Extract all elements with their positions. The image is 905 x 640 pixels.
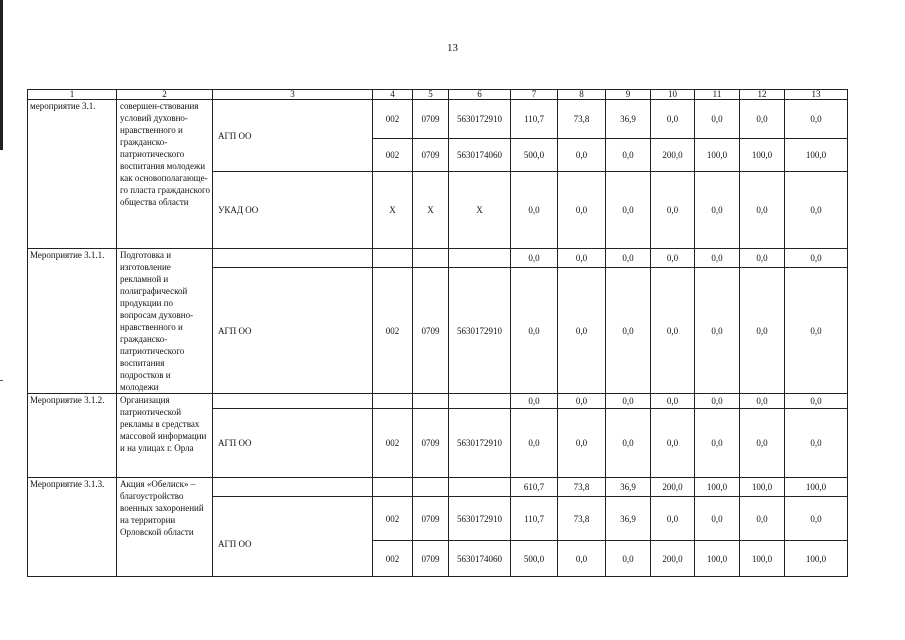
year-value: 0,0 [740,409,785,478]
grbs-code: 002 [373,409,413,478]
section-code: 0709 [413,100,449,139]
year-value: 0,0 [695,249,740,268]
empty-cell [373,478,413,497]
year-value: 73,8 [558,100,606,139]
total-value: 110,7 [511,497,558,541]
year-value: 0,0 [740,100,785,139]
year-value: 0,0 [651,497,695,541]
year-value: 100,0 [785,478,848,497]
section-code: Х [413,172,449,249]
year-value: 100,0 [785,139,848,172]
total-value: 0,0 [511,172,558,249]
header-cell-13: 13 [785,90,848,100]
section-code: 0709 [413,409,449,478]
year-value: 36,9 [606,478,651,497]
year-value: 36,9 [606,497,651,541]
year-value: 0,0 [651,172,695,249]
empty-cell [373,394,413,409]
year-value: 0,0 [558,139,606,172]
header-cell-5: 5 [413,90,449,100]
year-value: 0,0 [740,268,785,394]
year-value: 0,0 [651,394,695,409]
year-value: 100,0 [785,541,848,577]
empty-cell [449,394,511,409]
year-value: 200,0 [651,541,695,577]
target-article-code: 5630172910 [449,497,511,541]
responsible-agency: АГП ОО [213,268,373,394]
year-value: 100,0 [695,478,740,497]
scan-edge-mark [0,380,3,381]
year-value: 0,0 [695,394,740,409]
header-cell-6: 6 [449,90,511,100]
responsible-agency: АГП ОО [213,100,373,172]
total-value: 500,0 [511,541,558,577]
responsible-agency: АГП ОО [213,409,373,478]
event-name: мероприятие 3.1. [28,100,117,249]
total-value: 0,0 [511,268,558,394]
year-value: 200,0 [651,478,695,497]
empty-cell [413,478,449,497]
year-value: 0,0 [606,409,651,478]
year-value: 0,0 [695,100,740,139]
header-cell-4: 4 [373,90,413,100]
total-value: 0,0 [511,249,558,268]
year-value: 100,0 [740,541,785,577]
section-code: 0709 [413,541,449,577]
responsible-agency: АГП ОО [213,497,373,577]
page-number: 13 [447,42,458,54]
year-value: 0,0 [606,268,651,394]
empty-cell [413,249,449,268]
grbs-code: 002 [373,541,413,577]
table-row [28,394,848,409]
header-cell-7: 7 [511,90,558,100]
empty-cell [449,478,511,497]
year-value: 0,0 [695,409,740,478]
scan-left-edge [0,0,3,150]
year-value: 100,0 [695,541,740,577]
event-description: Подготовка и изготовление рекламной и полиграфической продукции по вопросам духовно-нравственного и гражданско-патриотического воспитания подростков и молодежи [117,249,213,394]
year-value: 0,0 [558,409,606,478]
year-value: 0,0 [740,249,785,268]
year-value: 0,0 [740,497,785,541]
table-row [28,100,848,139]
table-row [28,478,848,497]
year-value: 36,9 [606,100,651,139]
target-article-code: 5630172910 [449,409,511,478]
year-value: 0,0 [740,172,785,249]
year-value: 100,0 [740,139,785,172]
year-value: 0,0 [695,268,740,394]
year-value: 0,0 [606,172,651,249]
year-value: 100,0 [740,478,785,497]
responsible-agency: УКАД ОО [213,172,373,249]
total-value: 0,0 [511,409,558,478]
target-article-code: 5630172910 [449,100,511,139]
empty-cell [213,249,373,268]
section-code: 0709 [413,139,449,172]
table-row [28,249,848,268]
grbs-code: Х [373,172,413,249]
year-value: 0,0 [695,497,740,541]
year-value: 0,0 [606,541,651,577]
total-value: 110,7 [511,100,558,139]
year-value: 0,0 [606,394,651,409]
header-cell-8: 8 [558,90,606,100]
event-description: Организация патриотической рекламы в средствах массовой информации и на улицах г. Орла [117,394,213,478]
year-value: 0,0 [785,172,848,249]
header-cell-1: 1 [28,90,117,100]
event-description: Акция «Обелиск» – благоустройство военных захоронений на территории Орловской области [117,478,213,577]
event-name: Мероприятие 3.1.2. [28,394,117,478]
year-value: 0,0 [785,497,848,541]
header-cell-2: 2 [117,90,213,100]
header-cell-12: 12 [740,90,785,100]
empty-cell [213,478,373,497]
year-value: 0,0 [785,268,848,394]
empty-cell [449,249,511,268]
event-name: Мероприятие 3.1.3. [28,478,117,577]
year-value: 0,0 [558,172,606,249]
target-article-code: 5630172910 [449,268,511,394]
year-value: 0,0 [651,249,695,268]
year-value: 0,0 [740,394,785,409]
header-cell-11: 11 [695,90,740,100]
year-value: 0,0 [785,394,848,409]
year-value: 0,0 [558,249,606,268]
year-value: 200,0 [651,139,695,172]
total-value: 0,0 [511,394,558,409]
empty-cell [413,394,449,409]
header-cell-3: 3 [213,90,373,100]
year-value: 0,0 [695,172,740,249]
year-value: 0,0 [651,409,695,478]
year-value: 0,0 [785,409,848,478]
total-value: 610,7 [511,478,558,497]
total-value: 500,0 [511,139,558,172]
year-value: 0,0 [785,100,848,139]
year-value: 100,0 [695,139,740,172]
section-code: 0709 [413,268,449,394]
year-value: 0,0 [785,249,848,268]
target-article-code: Х [449,172,511,249]
empty-cell [213,394,373,409]
year-value: 0,0 [651,100,695,139]
header-row [28,90,848,100]
year-value: 0,0 [558,541,606,577]
header-cell-9: 9 [606,90,651,100]
grbs-code: 002 [373,139,413,172]
year-value: 0,0 [651,268,695,394]
header-cell-10: 10 [651,90,695,100]
empty-cell [373,249,413,268]
event-name: Мероприятие 3.1.1. [28,249,117,394]
grbs-code: 002 [373,268,413,394]
grbs-code: 002 [373,497,413,541]
target-article-code: 5630174060 [449,139,511,172]
year-value: 73,8 [558,497,606,541]
year-value: 0,0 [606,139,651,172]
year-value: 73,8 [558,478,606,497]
event-description: совершен-ствования условий духовно-нравственного и гражданско-патриотического воспитания молодежи как основополагающе-го пласта гражданского общества области [117,100,213,249]
year-value: 0,0 [558,394,606,409]
budget-table [27,89,848,577]
grbs-code: 002 [373,100,413,139]
year-value: 0,0 [606,249,651,268]
section-code: 0709 [413,497,449,541]
target-article-code: 5630174060 [449,541,511,577]
year-value: 0,0 [558,268,606,394]
